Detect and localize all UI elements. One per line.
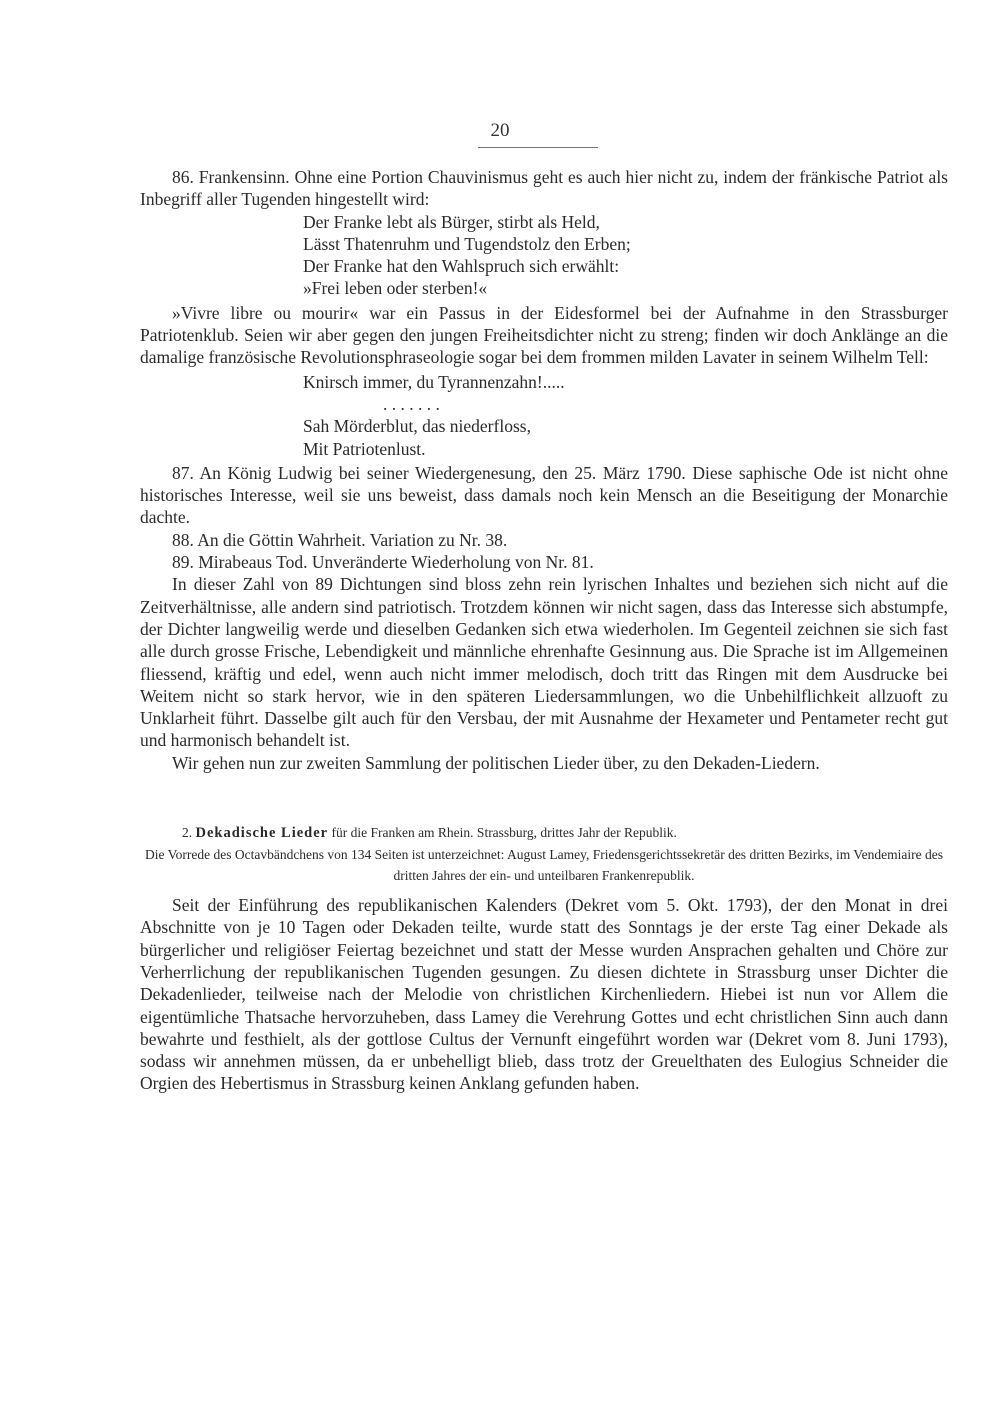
poem-line: Sah Mörderblut, das niederfloss,	[303, 416, 531, 437]
poem-line: Der Franke lebt als Bürger, stirbt als Held,	[303, 211, 600, 232]
paragraph-seit: Seit der Einführung des republikanischen Kalenders (Dekret vom 5. Okt. 1793), der den Monat in drei Abschnitte von je 10 Tagen oder Dekaden teilte, wurde statt des Sonntags je der erste Tag einer Dekade als bürgerlicher und religiöser Feiertag bezeichnet und statt der Messe wurden Ansprachen gehalten und Chöre zur Verherrlichung der republikanischen Tugenden gesungen. Zu diesen dichtete in Strassburg unser Dichter die Dekadenlieder, teilweise nach der Melodie von christlichen Kirchenliedern. Hiebei ist nun vor Allem die eigentümliche Thatsache hervorzuheben, dass Lamey die Verehrung Gottes und echt christlichen Sinn auch dann bewahrte und festhielt, als der gottlose Cultus der Vernunft eingeführt worden war (Dekret vom 8. Juni 1793), sodass wir annehmen müssen, da er unbehelligt blieb, dass trotz der Greuelthaten des Eulogius Schneider die Orgien des Hebertismus in Strassburg keinen Anklang gefunden haben.	[140, 895, 948, 1094]
page-number: 20	[490, 120, 510, 141]
poem-line: Lässt Thatenruhm und Tugendstolz den Erben;	[303, 233, 631, 254]
poem-line: Der Franke hat den Wahlspruch sich erwählt:	[303, 256, 620, 277]
header-rule	[478, 147, 598, 148]
footnote-number: 2.	[182, 825, 193, 841]
footnote-title: Dekadische Lieder	[195, 825, 329, 842]
paragraph-wir-gehen: Wir gehen nun zur zweiten Sammlung der politischen Lieder über, zu den Dekaden-Liedern.	[172, 752, 820, 773]
poem-frankensinn	[140, 211, 948, 300]
poem-line: Mit Patriotenlust.	[303, 438, 426, 459]
main-text	[140, 166, 948, 1095]
paragraph-vivre-libre: »Vivre libre ou mourir« war ein Passus in der Eidesformel bei der Aufnahme in den Strassburger Patriotenklub. Seien wir aber gegen den jungen Freiheitsdichter nicht zu streng; finden wir doch Anklänge an die damalige französische Revolutionsphraseologie sogar bei dem frommen milden Lavater in seinem Wilhelm Tell:	[140, 302, 948, 368]
poem-line: »Frei leben oder sterben!«	[303, 278, 488, 299]
paragraph-88: 88. An die Göttin Wahrheit. Variation zu Nr. 38.	[172, 529, 508, 550]
paragraph-87: 87. An König Ludwig bei seiner Wiedergenesung, den 25. März 1790. Diese saphische Ode ist nicht ohne historisches Interesse, weil sie uns beweist, dass damals noch kein Mensch an die Beseitigung der Monarchie dachte.	[140, 462, 948, 528]
poem-lavater	[140, 371, 948, 460]
paragraph-zahl: In dieser Zahl von 89 Dichtungen sind bloss zehn rein lyrischen Inhaltes und beziehen sich nicht auf die Zeitverhältnisse, alle andern sind patriotisch. Trotzdem können wir nicht sagen, dass das Interesse sich abstumpfe, der Dichter langweilig werde und dieselben Gedanken sich etwa wiederholen. Im Gegenteil zeichnen sie sich fast alle durch grosse Frische, Lebendigkeit und männliche ehrenhafte Gesinnung aus. Die Sprache ist im Allgemeinen fliessend, kräftig und edel, wenn auch nicht immer melodisch, doch tritt das Ringen mit dem Ausdrucke bei Weitem nicht so stark hervor, wie in den späteren Liedersammlungen, wo die Unbehilflichkeit allzuoft zu Unklarheit führt. Dasselbe gilt auch für den Versbau, der mit Ausnahme der Hexameter und Pentameter recht gut und harmonisch behandelt ist.	[140, 574, 948, 751]
footnote-line2: Die Vorrede des Octavbändchens von 134 Seiten ist unterzeichnet: August Lamey, Friedensgerichtssekretär des dritten Bezirks, im Vendemiaire des dritten Jahres der ein- und unteilbaren Frankenrepublik.	[144, 847, 944, 884]
paragraph-89: 89. Mirabeaus Tod. Unveränderte Wiederholung von Nr. 81.	[172, 552, 594, 573]
footnote-line1: für die Franken am Rhein. Strassburg, drittes Jahr der Republik.	[331, 825, 677, 841]
poem-ellipsis: . . . . . . .	[383, 393, 440, 414]
footnote-heading	[140, 822, 948, 844]
footnote-block	[140, 822, 948, 886]
paragraph-86-intro: 86. Frankensinn. Ohne eine Portion Chauvinismus geht es auch hier nicht zu, indem der fränkische Patriot als Inbegriff aller Tugenden hingestellt wird:	[140, 167, 948, 210]
poem-line: Knirsch immer, du Tyrannenzahn!.....	[303, 371, 565, 392]
